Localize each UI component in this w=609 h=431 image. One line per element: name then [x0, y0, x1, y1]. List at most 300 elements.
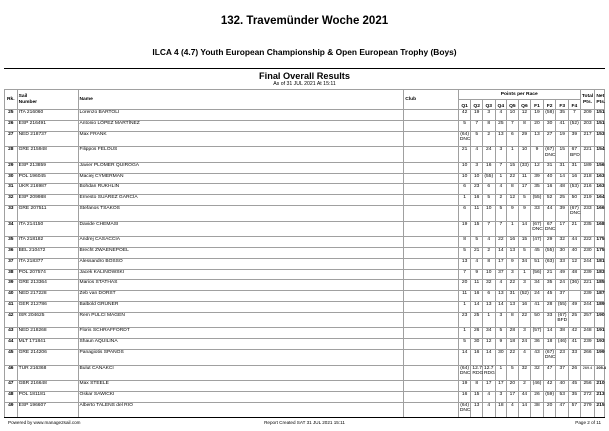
net-points-cell: 181	[595, 258, 605, 269]
race-score-cell	[495, 221, 507, 237]
score-value: 43	[534, 349, 540, 355]
race-score-cell	[471, 291, 483, 302]
race-score-cell	[507, 205, 519, 221]
race-score-cell	[458, 184, 471, 195]
race-score-cell	[543, 391, 556, 402]
club-cell	[404, 173, 459, 184]
race-score-cell	[482, 349, 495, 365]
table-row	[5, 195, 605, 206]
score-value: 7	[511, 120, 514, 126]
race-score-cell	[507, 339, 519, 350]
score-value: 6	[463, 205, 466, 211]
race-score-cell	[556, 312, 569, 328]
score-value: 5	[463, 339, 466, 345]
score-value: 3	[499, 391, 503, 397]
score-value: 22	[509, 173, 516, 179]
race-score-cell	[569, 269, 581, 280]
score-value: 31	[571, 162, 578, 168]
score-value: 31	[509, 291, 516, 297]
race-score-cell	[507, 381, 519, 392]
score-value: 13	[509, 301, 516, 307]
sail-number-cell: GRE 213364	[17, 280, 78, 291]
score-value: 12	[521, 110, 528, 115]
race-score-cell	[458, 365, 471, 381]
score-value: 3	[475, 162, 479, 168]
race-header-q6: Q6	[518, 100, 531, 110]
race-score-cell	[569, 205, 581, 221]
score-value: (55)	[532, 195, 542, 201]
club-cell	[404, 381, 459, 392]
race-score-cell	[471, 110, 483, 121]
race-score-cell	[482, 258, 495, 269]
race-score-cell	[531, 391, 544, 402]
total-points-cell: 266	[580, 349, 595, 365]
score-value: (53)	[570, 184, 579, 190]
race-score-cell	[458, 349, 471, 365]
score-value: 9	[523, 205, 526, 211]
sailor-name-cell: Javier PLOMER QUIROGA	[78, 162, 404, 173]
race-score-cell	[458, 291, 471, 302]
race-score-cell	[458, 131, 471, 147]
score-value: 8	[511, 312, 514, 318]
score-value: (67)	[545, 349, 554, 355]
score-value: 34	[534, 280, 540, 286]
race-score-cell	[482, 184, 495, 195]
race-score-cell	[471, 147, 483, 163]
race-score-cell	[482, 120, 495, 131]
score-value: 26	[473, 328, 480, 334]
sailor-name-cell: Alberto TALENS del RIO	[78, 402, 404, 418]
score-value: 8	[487, 258, 491, 264]
score-value: 5	[499, 205, 503, 211]
race-score-cell	[495, 312, 507, 328]
race-score-cell	[531, 312, 544, 328]
race-score-cell	[531, 402, 544, 418]
race-score-cell	[482, 221, 495, 237]
score-value: 23	[559, 349, 565, 355]
score-code: DNC	[459, 408, 471, 414]
table-row	[5, 381, 605, 392]
sail-number-cell: GER 212786	[17, 301, 78, 312]
race-score-cell	[507, 110, 519, 121]
race-score-cell	[471, 205, 483, 221]
net-points-cell: 151	[595, 110, 605, 121]
score-value: 3	[487, 110, 491, 115]
sail-number-cell: ESP 196607	[17, 402, 78, 418]
score-value: 19	[461, 221, 468, 227]
score-value: 6	[511, 131, 514, 137]
score-value: 10	[473, 173, 480, 179]
race-score-cell	[482, 269, 495, 280]
race-score-cell	[543, 291, 556, 302]
race-score-cell	[471, 247, 483, 258]
score-value: 44	[571, 237, 578, 243]
score-value: 5	[523, 247, 526, 253]
score-value: 9	[475, 269, 479, 275]
table-row	[5, 184, 605, 195]
race-score-cell	[482, 301, 495, 312]
score-value: 32	[521, 365, 528, 371]
score-value: 18	[498, 402, 504, 408]
total-points-cell: 209	[580, 110, 595, 121]
race-score-cell	[531, 269, 544, 280]
race-score-cell	[507, 237, 519, 248]
score-value: 7	[475, 120, 479, 126]
race-score-cell	[518, 173, 531, 184]
table-row	[5, 269, 605, 280]
score-value: 11	[521, 173, 527, 179]
race-score-cell	[556, 301, 569, 312]
score-value: 35	[546, 280, 553, 286]
rank-cell: 29	[5, 162, 18, 173]
score-value: 34	[486, 328, 492, 334]
score-value: 14	[546, 328, 553, 334]
score-value: 6	[487, 291, 491, 297]
net-points-cell: 205.4	[595, 365, 605, 381]
race-score-cell	[569, 365, 581, 381]
score-value: 12.7	[472, 365, 482, 371]
race-score-cell	[569, 237, 581, 248]
score-value: 23	[473, 184, 480, 190]
race-score-cell	[531, 184, 544, 195]
score-value: 25	[473, 312, 480, 318]
total-points-cell: 244	[580, 301, 595, 312]
race-header-f3: F3	[556, 100, 569, 110]
race-header-q1: Q1	[458, 100, 471, 110]
total-points-cell: 269.4	[580, 365, 595, 381]
rank-cell: 34	[5, 221, 18, 237]
score-value: 1	[499, 173, 503, 179]
score-value: 39	[534, 173, 540, 179]
score-value: 14	[461, 349, 468, 355]
race-score-cell	[507, 312, 519, 328]
score-value: 4	[511, 402, 514, 408]
score-code: DNC	[459, 370, 471, 376]
sail-number-cell: GBR 216648	[17, 381, 78, 392]
race-score-cell	[531, 110, 544, 121]
race-score-cell	[518, 365, 531, 381]
rank-cell: 39	[5, 280, 18, 291]
score-value: 12	[534, 162, 540, 168]
score-value: 1	[511, 147, 514, 153]
score-value: (64)	[460, 402, 469, 408]
race-score-cell	[495, 339, 507, 350]
race-score-cell	[569, 221, 581, 237]
race-score-cell	[569, 391, 581, 402]
score-value: 32	[534, 365, 540, 371]
rank-cell: 42	[5, 312, 18, 328]
race-score-cell	[518, 402, 531, 418]
score-value: 10	[521, 147, 528, 153]
race-score-cell	[507, 120, 519, 131]
score-value: 44	[521, 391, 528, 397]
score-value: (47)	[532, 237, 542, 243]
score-value: 4	[475, 147, 479, 153]
race-score-cell	[556, 391, 569, 402]
score-value: 16	[546, 184, 553, 190]
race-score-cell	[518, 195, 531, 206]
race-score-cell	[556, 328, 569, 339]
club-cell	[404, 131, 459, 147]
score-value: 17	[559, 221, 565, 227]
score-value: 20	[461, 280, 468, 286]
race-score-cell	[569, 173, 581, 184]
race-score-cell	[569, 349, 581, 365]
race-score-cell	[495, 349, 507, 365]
race-score-cell	[507, 173, 519, 184]
race-score-cell	[471, 391, 483, 402]
score-value: 4	[523, 349, 526, 355]
race-score-cell	[556, 269, 569, 280]
score-value: 12.7	[483, 365, 494, 371]
report-timestamp: As of 31 JUL 2021 At 15:11	[273, 81, 336, 87]
score-value: 33	[571, 349, 578, 355]
total-points-cell: 257	[580, 312, 595, 328]
score-code: DNC	[570, 211, 581, 217]
score-value: 29	[546, 237, 553, 243]
race-score-cell	[458, 301, 471, 312]
race-score-cell	[518, 221, 531, 237]
net-points-cell: 183	[595, 269, 605, 280]
race-score-cell	[495, 328, 507, 339]
total-points-cell: 218	[580, 173, 595, 184]
score-value: 8	[475, 381, 479, 387]
table-row	[5, 301, 605, 312]
race-score-cell	[569, 110, 581, 121]
race-score-cell	[543, 269, 556, 280]
score-value: 49	[571, 301, 578, 307]
score-value: 45	[546, 291, 553, 297]
score-value: 32	[559, 237, 565, 243]
club-cell	[404, 291, 459, 302]
race-score-cell	[518, 258, 531, 269]
score-value: 2	[499, 195, 503, 201]
score-value: 8	[487, 120, 491, 126]
race-score-cell	[569, 247, 581, 258]
race-score-cell	[471, 269, 483, 280]
score-value: (67)	[532, 221, 542, 227]
score-value: 47	[559, 402, 565, 408]
score-value: 2	[487, 131, 491, 137]
score-value: 14	[521, 221, 528, 227]
race-score-cell	[531, 291, 544, 302]
race-score-cell	[507, 247, 519, 258]
race-score-cell	[518, 280, 531, 291]
race-score-cell	[531, 349, 544, 365]
total-points-cell: 221	[580, 147, 595, 163]
score-value: 7	[499, 221, 503, 227]
race-score-cell	[495, 131, 507, 147]
race-score-cell	[471, 120, 483, 131]
race-score-cell	[495, 184, 507, 195]
race-score-cell	[458, 312, 471, 328]
race-score-cell	[556, 205, 569, 221]
sailor-name-cell: Max FRANK	[78, 131, 404, 147]
race-score-cell	[543, 195, 556, 206]
total-points-cell: 239	[580, 339, 595, 350]
sail-number-cell: GRE 214206	[17, 349, 78, 365]
net-points-cell: 191	[595, 328, 605, 339]
total-points-cell: 189	[580, 162, 595, 173]
score-value: 17	[498, 258, 504, 264]
race-score-cell	[458, 205, 471, 221]
score-value: 41	[534, 301, 540, 307]
race-score-cell	[531, 237, 544, 248]
club-cell	[404, 247, 459, 258]
race-score-cell	[569, 120, 581, 131]
name-header: Name	[78, 90, 404, 110]
club-cell	[404, 110, 459, 121]
race-score-cell	[569, 147, 581, 163]
score-value: 41	[571, 339, 578, 345]
race-score-cell	[507, 349, 519, 365]
net-points-header: Net Pts.	[595, 90, 605, 110]
race-score-cell	[518, 349, 531, 365]
rank-cell: 31	[5, 184, 18, 195]
sail-number-cell: POL 207574	[17, 269, 78, 280]
score-value: 30	[473, 339, 480, 345]
race-score-cell	[531, 120, 544, 131]
score-value: 52	[546, 195, 553, 201]
race-score-cell	[482, 110, 495, 121]
race-score-cell	[495, 195, 507, 206]
race-score-cell	[556, 110, 569, 121]
rank-cell: 28	[5, 147, 18, 163]
score-value: 35	[534, 184, 540, 190]
score-value: (46)	[532, 381, 542, 387]
score-value: 35	[571, 391, 578, 397]
total-points-cell: 230	[580, 247, 595, 258]
race-score-cell	[482, 365, 495, 381]
score-value: 30	[498, 349, 504, 355]
race-score-cell	[531, 195, 544, 206]
race-score-cell	[556, 381, 569, 392]
score-value: 50	[534, 312, 540, 318]
sail-number-cell: ESP 213859	[17, 162, 78, 173]
rank-cell: 47	[5, 381, 18, 392]
score-value: 16	[521, 301, 528, 307]
race-score-cell	[531, 221, 544, 237]
race-score-cell	[458, 280, 471, 291]
table-row	[5, 328, 605, 339]
race-score-cell	[543, 247, 556, 258]
race-score-cell	[482, 147, 495, 163]
score-value: 14	[486, 349, 492, 355]
total-points-cell: 235	[580, 221, 595, 237]
race-score-cell	[543, 221, 556, 237]
rank-cell: 26	[5, 120, 18, 131]
score-value: 1	[523, 269, 526, 275]
score-value: 2	[523, 381, 526, 387]
score-value: 18	[509, 339, 516, 345]
score-value: 22	[498, 237, 504, 243]
score-value: 5	[463, 120, 466, 126]
race-score-cell	[569, 328, 581, 339]
sailor-name-cell: Floris SCHRAFFORDT	[78, 328, 404, 339]
table-row	[5, 247, 605, 258]
race-score-cell	[556, 339, 569, 350]
race-score-cell	[531, 131, 544, 147]
score-value: 35	[559, 110, 565, 115]
score-value: 4	[499, 280, 503, 286]
powered-by-link[interactable]: Powered by www.manage2sail.com	[8, 420, 81, 425]
club-cell	[404, 162, 459, 173]
net-points-cell: 163	[595, 173, 605, 184]
race-header-q5: Q5	[507, 100, 519, 110]
score-value: 1	[511, 221, 514, 227]
score-value: 16	[571, 173, 578, 179]
race-score-cell	[482, 402, 495, 418]
score-value: 30	[559, 247, 565, 253]
score-value: 28	[509, 328, 516, 334]
sail-number-cell: NED 218268	[17, 328, 78, 339]
sail-number-cell: ITA 216060	[17, 110, 78, 121]
score-value: (36)	[570, 280, 579, 286]
race-score-cell	[543, 381, 556, 392]
sailor-name-cell: Antonio LÓPEZ MARTÍNEZ	[78, 120, 404, 131]
score-value: 4	[487, 391, 491, 397]
score-value: 1	[499, 365, 503, 371]
total-points-cell: 203	[580, 120, 595, 131]
net-points-cell: 151	[595, 120, 605, 131]
race-score-cell	[556, 247, 569, 258]
race-score-cell	[507, 301, 519, 312]
score-value: 33	[546, 312, 553, 318]
race-score-cell	[458, 269, 471, 280]
score-value: 10	[486, 269, 492, 275]
net-points-cell: 154	[595, 147, 605, 163]
total-points-cell: 221	[580, 280, 595, 291]
race-score-cell	[482, 195, 495, 206]
score-value: 25	[559, 195, 565, 201]
race-score-cell	[471, 221, 483, 237]
score-value: 38	[534, 402, 540, 408]
race-score-cell	[482, 312, 495, 328]
score-value: 44	[546, 205, 553, 211]
net-points-cell: 156	[595, 162, 605, 173]
race-score-cell	[495, 237, 507, 248]
club-cell	[404, 195, 459, 206]
race-header-q4: Q4	[495, 100, 507, 110]
score-value: 17	[486, 381, 492, 387]
sailor-name-cell: Lorenzo BARTOLI	[78, 110, 404, 121]
score-value: 14	[498, 301, 504, 307]
score-value: 24	[559, 280, 565, 286]
rank-cell: 40	[5, 291, 18, 302]
race-score-cell	[458, 258, 471, 269]
score-value: 5	[475, 131, 479, 137]
sailor-name-cell: Max STEELE	[78, 381, 404, 392]
race-score-cell	[543, 205, 556, 221]
race-score-cell	[531, 205, 544, 221]
score-value: 1	[463, 195, 466, 201]
score-value: 25	[498, 120, 504, 126]
sail-number-cell: POL 181181	[17, 391, 78, 402]
race-score-cell	[543, 237, 556, 248]
race-score-cell	[569, 301, 581, 312]
race-score-cell	[507, 184, 519, 195]
score-value: 7	[499, 162, 503, 168]
sail-number-cell: GRE 215948	[17, 147, 78, 163]
race-score-cell	[495, 258, 507, 269]
score-value: 40	[559, 381, 565, 387]
race-score-cell	[569, 280, 581, 291]
footer-divider	[4, 417, 605, 418]
sailor-name-cell: Andrej CASACCIA	[78, 237, 404, 248]
score-value: 7	[572, 110, 576, 115]
race-score-cell	[556, 221, 569, 237]
score-value: (56)	[532, 269, 542, 275]
